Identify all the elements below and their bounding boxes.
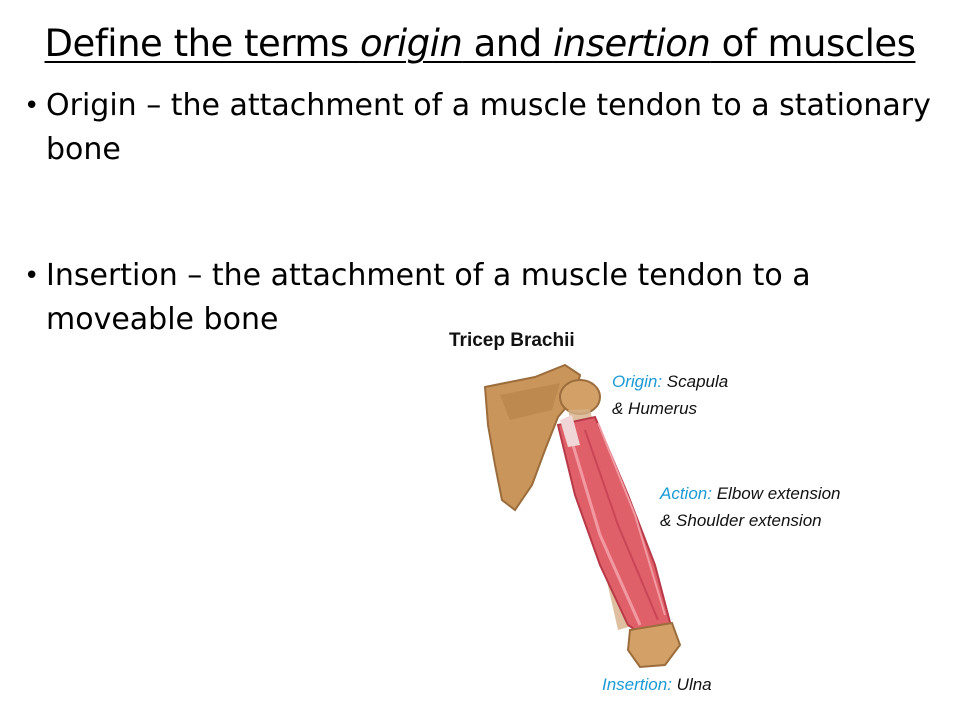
bullet-dot: •: [24, 91, 40, 121]
bullet-origin: [20, 84, 950, 172]
title-term-insertion: insertion: [552, 22, 711, 65]
origin-label: [612, 371, 728, 393]
origin-value: Scapula: [662, 372, 729, 391]
action-label-2: & Shoulder extension: [660, 511, 822, 530]
insertion-label: [602, 674, 712, 696]
slide-title: [0, 22, 960, 66]
insertion-key: Insertion:: [602, 675, 672, 694]
action-key: Action:: [660, 484, 712, 503]
title-prefix: Define the terms: [44, 22, 360, 65]
title-term-origin: origin: [359, 22, 463, 65]
origin-label-2: & Humerus: [612, 399, 698, 418]
humerus-head: [560, 380, 600, 414]
bullet-text: Origin – the attachment of a muscle tendon to a stationary bone: [46, 88, 931, 167]
bullet-text: Insertion – the attachment of a muscle tendon to a moveable bone: [46, 258, 811, 337]
figure-title: Tricep Brachii: [449, 330, 575, 351]
action-value: Elbow extension: [711, 484, 841, 503]
title-middle: and: [462, 22, 553, 65]
action-label: [660, 483, 841, 505]
title-suffix: of muscles: [710, 22, 916, 65]
bullet-dot: •: [24, 261, 40, 291]
origin-key: Origin:: [612, 372, 663, 391]
tricep-figure: [440, 325, 940, 715]
insertion-value: Ulna: [671, 675, 712, 694]
ulna-bone: [628, 623, 680, 667]
